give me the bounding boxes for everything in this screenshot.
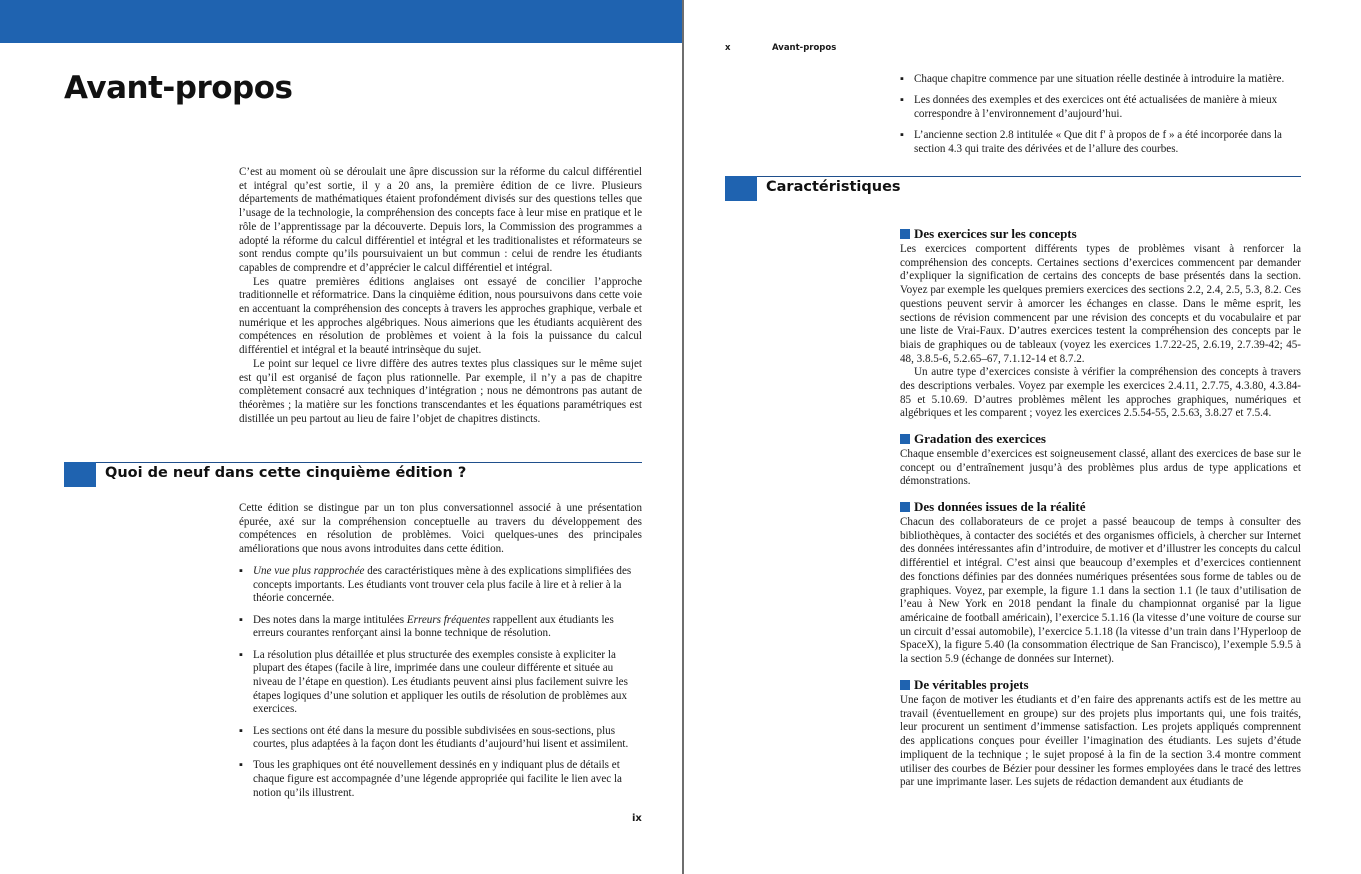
bullet-marker: ▪ <box>239 724 243 737</box>
subsection-real-projects <box>900 677 1301 790</box>
list-item: ▪ Les sections ont été dans la mesure du possible subdivisées en sous-sections, plus courtes, plus adaptées à la façon dont les étudiants d’aujourd’hui lisent et assimilent. <box>239 724 629 751</box>
intro-text <box>239 166 642 426</box>
bullet-marker: ▪ <box>900 94 904 107</box>
subsection-title: Gradation des exercices <box>900 431 1301 447</box>
subsection-title: Des données issues de la réalité <box>900 499 1301 515</box>
section-marker-block <box>64 462 96 487</box>
page-number: ix <box>632 813 642 824</box>
list-item: ▪ Des notes dans la marge intitulées Erreurs fréquentes rappellent aux étudiants les erreurs courantes renforçant ainsi la bonne technique de résolution. <box>239 613 614 640</box>
bullet-marker: ▪ <box>239 648 243 661</box>
top-color-band <box>0 0 682 43</box>
improvements-list <box>239 565 642 808</box>
subsection-graded-exercises <box>900 431 1301 489</box>
square-bullet-icon <box>900 502 910 512</box>
paragraph: Une façon de motiver les étudiants et d’en faire des apprenants actifs est de les mettre au travail (éventuellement en groupe) sur des projets plus importants qui, une fois traités, leur procurent un sentiment d’immense satisfaction. Les projets appliqués comprennent des applications conçues pour éveiller l’imagination des étudiants. Les sujets d’étude impliquent de la technique ; le sujet proposé à la fin de la section 3.4 montre comment utiliser des courbes de Bézier pour dessiner les formes employées dans le tracé des lettres par une imprimante laser. Les sujets de rédaction demandent aux étudiants de <box>900 694 1301 789</box>
bullet-marker: ▪ <box>900 129 904 142</box>
paragraph: Chaque ensemble d’exercices est soigneusement classé, allant des exercices de base sur le concept ou d’entraînement jusqu’à des problèmes plus ardus de type applications et démonstrations. <box>900 448 1301 488</box>
list-item: ▪ Les données des exemples et des exercices ont été actualisées de manière à mieux correspondre à l’environnement d’aujourd’hui. <box>900 94 1278 120</box>
paragraph: Chacun des collaborateurs de ce projet a passé beaucoup de temps à consulter des bibliothèques, à contacter des sociétés et des organismes officiels, à chercher sur Internet des données intéressantes afin d’introduire, de motiver et d’illustrer les concepts du calcul différentiel et intégral. C’est ainsi que beaucoup d’exemples et d’exercices contiennent des fonctions définies par des données numériques présentées sous forme de tables ou de graphiques. Voyez, par exemple, la figure 1.1 dans la section 1.1 (le taux d’utilisation de l’eau à New York en 2018 pendant la finale du championnat organisé par la ligue américaine de football américain), l’exercice 5.1.16 (la vitesse d’une voiture de course sur un circuit d’essai automobile), l’exercice 5.1.18 (la vitesse d’un train dans l’Hyperloop de SpaceX), la figure 5.40 (la consommation électrique de San Francisco), l’exemple 5.9.5 à la section 5.9 (échange de données sur Internet). <box>900 516 1301 666</box>
intro-paragraph: C’est au moment où se déroulait une âpre discussion sur la réforme du calcul différentiel et intégral qu’est sortie, il y a 20 ans, la première édition de ce livre. Plusieurs départements de mathématiques étaient profondément divisés sur des questions telles que l’usage de la technologie, la compréhension des concepts face à leur mise en pratique et le rôle de l’apprentissage par la découverte. Depuis lors, la Commission des programmes a adopté la réforme du calcul différentiel et intégral et les traditionalistes et réformateurs se sont rendus compte qu’ils poursuivaient un but commun : celui de rendre les étudiants capables de comprendre et d’apprécier le calcul différentiel et intégral. <box>239 166 642 274</box>
emphasis-text: Erreurs fréquentes <box>406 613 490 626</box>
subsection-real-data <box>900 499 1301 667</box>
bullet-marker: ▪ <box>900 73 904 85</box>
bullet-marker: ▪ <box>239 565 243 577</box>
square-bullet-icon <box>900 680 910 690</box>
chapter-title: Avant-propos <box>64 70 293 106</box>
list-item: ▪ La résolution plus détaillée et plus structurée des exemples consiste à expliciter la plupart des étapes (facile à lire, imprimée dans une couleur différente et située au niveau de l’étape en question). Les étudiants peuvent ainsi plus facilement suivre les étapes logiques d’une solution et appliquer les outils de résolution de problèmes aux exercices. <box>239 648 628 716</box>
subsection-title: Des exercices sur les concepts <box>900 226 1301 242</box>
list-item: ▪ L’ancienne section 2.8 intitulée « Que dit f′ à propos de f » a été incorporée dans la section 4.3 qui traite des dérivées et de l’allure des courbes. <box>900 129 1282 155</box>
section-heading-features <box>725 176 1301 206</box>
list-item: ▪ Une vue plus rapprochée des caractéristiques mène à des explications simplifiées des concepts importants. Les étudiants vont trouver cela plus facile à lire et à relier à la théorie concernée. <box>239 565 632 605</box>
running-title: Avant-propos <box>772 43 837 53</box>
section-title: Quoi de neuf dans cette cinquième édition ? <box>105 465 467 481</box>
paragraph: Un autre type d’exercices consiste à vérifier la compréhension des concepts à travers des descriptions verbales. Voyez par exemple les exercices 2.4.11, 2.7.75, 4.3.80, 4.3.84-85 et 5.10.69. D’autres problèmes mêlent les approches graphiques, numériques et algébriques et les comparent ; voyez les exercices 2.5.54-55, 2.5.63, 3.8.27 et 7.5.4. <box>900 366 1301 420</box>
improvements-list-continued <box>900 73 1301 164</box>
bullet-marker: ▪ <box>239 613 243 626</box>
section-heading-new-edition <box>64 462 642 492</box>
list-item: ▪ Tous les graphiques ont été nouvellement dessinés en y indiquant plus de détails et chaque figure est accompagnée d’une légende appropriée qui facilite le lien avec la notion qu’ils illustrent. <box>239 759 622 799</box>
section-marker-block <box>725 176 757 201</box>
list-item: ▪ Chaque chapitre commence par une situation réelle destinée à introduire la matière. <box>900 73 1285 85</box>
paragraph: Les exercices comportent différents types de problèmes visant à renforcer la compréhension des concepts. Certaines sections d’exercices commencent par demander d’expliquer la signification de certains des concepts de base présentés dans la section. Voyez par exemple les quelques premiers exercices des sections 2.2, 2.4, 2.5, 5.3, 8.2. Ces questions peuvent servir à amorcer les échanges en classe. Dans le même esprit, les sections de révision commencent par une révision des concepts et du vocabulaire et par une liste de Vrai-Faux. D’autres exercices testent la compréhension des concepts par le biais de graphiques ou de tableaux (voyez les exercices 1.7.22-25, 2.6.19, 2.7.39-42; 45-48, 3.8.5-6, 5.2.65–67, 7.1.12-14 et 8.7.2. <box>900 243 1301 365</box>
running-header <box>725 43 836 53</box>
subsection-concept-exercises <box>900 226 1301 421</box>
right-page <box>684 0 1361 874</box>
new-edition-intro-text: Cette édition se distingue par un ton plus conversationnel associé à une présentation épurée, axé sur la compréhension conceptuelle au travers du développement des compétences en résolution de problèmes. Voici quelques-unes des principales améliorations que nous avons introduites dans cette édition. <box>239 502 642 556</box>
square-bullet-icon <box>900 434 910 444</box>
emphasis-text: Une vue plus rapprochée <box>253 565 365 577</box>
intro-paragraph: Le point sur lequel ce livre diffère des autres textes plus classiques sur le même sujet est qu’il est organisé de façon plus rationnelle. Par exemple, il n’y a pas de chapitre complètement consacré aux techniques d’intégration ; nous ne démontrons pas autant de théorèmes ; la matière sur les fonctions transcendantes et les équations paramétriques est distillée un peu partout au lieu de faire l’objet de chapitres distincts. <box>239 357 642 425</box>
subsection-title: De véritables projets <box>900 677 1301 693</box>
section-rule <box>64 462 642 463</box>
page-number: x <box>725 43 731 53</box>
bullet-marker: ▪ <box>239 759 243 772</box>
new-edition-intro <box>239 502 642 557</box>
section-title: Caractéristiques <box>766 179 901 195</box>
square-bullet-icon <box>900 229 910 239</box>
intro-paragraph: Les quatre premières éditions anglaises ont essayé de concilier l’approche traditionnelle et réformatrice. Dans la cinquième édition, nous poursuivons dans cette voie en accentuant la compréhension des concepts à travers les approches graphique, verbale et numérique et les approches algébriques. Nous aimerions que les étudiants acquièrent des compétences en résolution de problèmes et voient à la fois la puissance du calcul différentiel et intégral et la beauté intrinsèque du sujet. <box>239 275 642 357</box>
section-rule <box>725 176 1301 177</box>
